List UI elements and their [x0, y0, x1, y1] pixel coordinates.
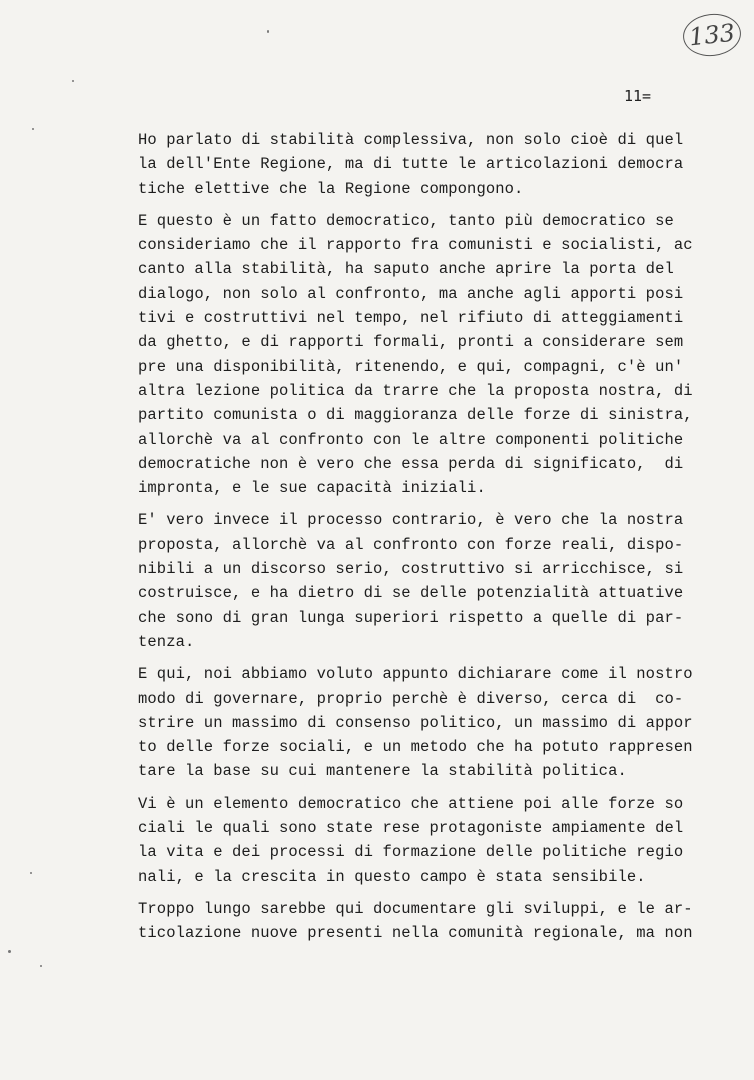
text-line: pre una disponibilità, ritenendo, e qui, compagni, c'è un'	[138, 357, 684, 376]
scan-speck	[267, 30, 269, 33]
text-line: nibili a un discorso serio, costruttivo si arricchisce, si	[138, 560, 684, 579]
text-line: E questo è un fatto democratico, tanto più democratico se	[138, 211, 674, 230]
text-line: E' vero invece il processo contrario, è vero che la nostra	[138, 511, 684, 530]
text-line: tenza.	[138, 632, 195, 651]
text-line: consideriamo che il rapporto fra comunisti e socialisti, ac	[138, 236, 693, 255]
text-line: to delle forze sociali, e un metodo che ha potuto rappresen	[138, 738, 693, 757]
text-line: modo di governare, proprio perchè è diverso, cerca di co-	[138, 689, 684, 708]
text-line: da ghetto, e di rapporti formali, pronti a considerare sem	[138, 333, 684, 352]
scan-speck	[72, 80, 74, 82]
page-number: 11=	[624, 87, 652, 105]
text-line: altra lezione politica da trarre che la proposta nostra, di	[138, 381, 693, 400]
scan-speck	[32, 128, 34, 130]
paragraph	[138, 209, 698, 501]
paragraph	[138, 662, 698, 783]
text-line: tare la base su cui mantenere la stabilità politica.	[138, 762, 627, 781]
text-line: Vi è un elemento democratico che attiene poi alle forze so	[138, 794, 684, 813]
document-body	[138, 128, 698, 954]
archive-stamp: 133	[681, 11, 743, 59]
paragraph	[138, 128, 698, 201]
text-line: partito comunista o di maggioranza delle forze di sinistra,	[138, 406, 693, 425]
scan-speck	[40, 965, 42, 967]
text-line: Troppo lungo sarebbe qui documentare gli sviluppi, e le ar-	[138, 899, 693, 918]
text-line: la dell'Ente Regione, ma di tutte le articolazioni democra	[138, 155, 684, 174]
text-line: ticolazione nuove presenti nella comunità regionale, ma non	[138, 924, 693, 943]
text-line: che sono di gran lunga superiori rispetto a quelle di par-	[138, 608, 684, 627]
paragraph	[138, 508, 698, 654]
text-line: impronta, e le sue capacità iniziali.	[138, 479, 486, 498]
text-line: Ho parlato di stabilità complessiva, non solo cioè di quel	[138, 131, 684, 149]
text-line: allorchè va al confronto con le altre componenti politiche	[138, 430, 684, 449]
text-line: democratiche non è vero che essa perda di significato, di	[138, 454, 684, 473]
text-line: dialogo, non solo al confronto, ma anche agli apporti posi	[138, 284, 684, 303]
text-line: strire un massimo di consenso politico, un massimo di appor	[138, 713, 693, 732]
paragraph	[138, 792, 698, 889]
text-line: tivi e costruttivi nel tempo, nel rifiuto di atteggiamenti	[138, 309, 684, 328]
text-line: ciali le quali sono state rese protagoniste ampiamente del	[138, 819, 684, 838]
text-line: la vita e dei processi di formazione delle politiche regio	[138, 843, 684, 862]
scan-speck	[30, 872, 32, 874]
text-line: canto alla stabilità, ha saputo anche aprire la porta del	[138, 260, 674, 279]
scan-speck	[8, 950, 11, 953]
text-line: costruisce, e ha dietro di se delle potenzialità attuative	[138, 584, 684, 603]
text-line: proposta, allorchè va al confronto con forze reali, dispo-	[138, 535, 684, 554]
text-line: E qui, noi abbiamo voluto appunto dichiarare come il nostro	[138, 665, 693, 684]
text-line: nali, e la crescita in questo campo è stata sensibile.	[138, 867, 646, 886]
paragraph	[138, 897, 698, 946]
text-line: tiche elettive che la Regione compongono.	[138, 179, 524, 198]
